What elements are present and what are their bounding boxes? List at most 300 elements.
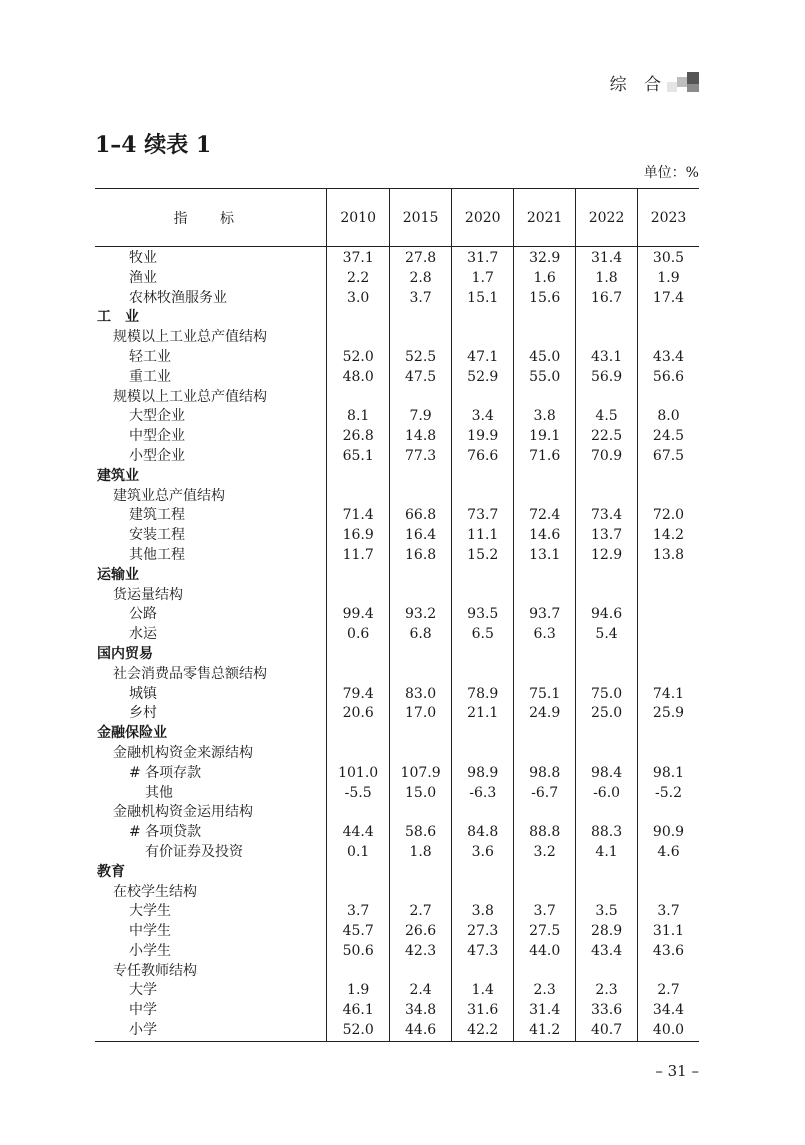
- table-cell: [389, 863, 451, 883]
- table-cell: [638, 665, 699, 685]
- table-cell: 19.9: [452, 427, 514, 447]
- table-cell: 33.6: [576, 1001, 638, 1021]
- table-cell: [576, 388, 638, 408]
- table-cell: 44.6: [389, 1021, 451, 1041]
- column-header: 2023: [638, 189, 699, 247]
- table-cell: [638, 308, 699, 328]
- row-label: # 各项贷款: [129, 824, 202, 841]
- table-cell: 43.4: [638, 348, 699, 368]
- table-cell: [327, 883, 389, 903]
- table-cell: 7.9: [389, 407, 451, 427]
- row-label: 其他工程: [129, 546, 185, 563]
- table-cell: [514, 665, 576, 685]
- table-cell: [327, 863, 389, 883]
- table-cell: [452, 863, 514, 883]
- row-label: 重工业: [129, 368, 171, 385]
- table-cell: [452, 328, 514, 348]
- table-cell: [452, 724, 514, 744]
- table-cell: 93.7: [514, 605, 576, 625]
- table-cell: 55.0: [514, 368, 576, 388]
- table-cell: [514, 586, 576, 606]
- row-label: 渔业: [129, 269, 157, 286]
- table-cell: 15.6: [514, 289, 576, 309]
- row-label: 建筑业总产值结构: [113, 487, 225, 504]
- table-cell: 2.7: [638, 981, 699, 1001]
- table-header-row: [95, 189, 699, 247]
- row-label: 建筑工程: [129, 507, 185, 524]
- row-label: 在校学生结构: [113, 883, 197, 900]
- table-cell: 3.7: [638, 902, 699, 922]
- row-label: 城镇: [129, 685, 157, 702]
- table-cell: [514, 645, 576, 665]
- table-cell: 66.8: [389, 506, 451, 526]
- table-cell: 20.6: [327, 704, 389, 724]
- table-cell: [452, 744, 514, 764]
- table-cell: [327, 308, 389, 328]
- table-cell: 45.7: [327, 922, 389, 942]
- row-label: 中学: [129, 1002, 157, 1019]
- table-cell: 15.0: [389, 784, 451, 804]
- unit-label: 单位：%: [643, 165, 699, 181]
- table-cell: 42.3: [389, 942, 451, 962]
- table-cell: [638, 724, 699, 744]
- table-cell: 41.2: [514, 1021, 576, 1041]
- table-cell: 3.8: [514, 407, 576, 427]
- table-cell: 94.6: [576, 605, 638, 625]
- table-row: [95, 922, 699, 942]
- table-cell: 22.5: [576, 427, 638, 447]
- row-label: 大型企业: [129, 408, 185, 425]
- table-cell: 73.4: [576, 506, 638, 526]
- table-cell: 72.4: [514, 506, 576, 526]
- row-label: # 各项存款: [129, 764, 202, 781]
- table-cell: [576, 883, 638, 903]
- table-row: [95, 784, 699, 804]
- row-label: 金融机构资金来源结构: [113, 744, 253, 761]
- table-cell: 3.6: [452, 843, 514, 863]
- table-row: [95, 863, 699, 883]
- table-cell: 4.6: [638, 843, 699, 863]
- table-cell: [638, 883, 699, 903]
- table-cell: 73.7: [452, 506, 514, 526]
- table-cell: 3.8: [452, 902, 514, 922]
- section-header: 综 合: [609, 75, 667, 95]
- table-row: [95, 902, 699, 922]
- table-row: [95, 348, 699, 368]
- table-row: [95, 962, 699, 982]
- table-cell: 14.8: [389, 427, 451, 447]
- table-cell: [327, 487, 389, 507]
- table-cell: -5.2: [638, 784, 699, 804]
- row-label: 安装工程: [129, 527, 185, 544]
- table-cell: 3.5: [576, 902, 638, 922]
- row-label: 中学生: [129, 923, 171, 940]
- row-label: 轻工业: [129, 348, 171, 365]
- table-cell: 43.6: [638, 942, 699, 962]
- table-cell: [327, 328, 389, 348]
- table-cell: [638, 328, 699, 348]
- table-cell: 31.1: [638, 922, 699, 942]
- table-cell: 4.5: [576, 407, 638, 427]
- table-cell: 31.7: [452, 247, 514, 269]
- table-cell: 42.2: [452, 1021, 514, 1041]
- row-label: 中型企业: [129, 428, 185, 445]
- table-row: [95, 685, 699, 705]
- table-cell: [576, 962, 638, 982]
- table-cell: [638, 645, 699, 665]
- table-cell: 32.9: [514, 247, 576, 269]
- table-cell: [327, 665, 389, 685]
- table-cell: 16.4: [389, 526, 451, 546]
- table-cell: 101.0: [327, 764, 389, 784]
- table-cell: 52.9: [452, 368, 514, 388]
- table-cell: 2.8: [389, 269, 451, 289]
- column-header: 指 标: [95, 189, 327, 247]
- table-cell: 26.8: [327, 427, 389, 447]
- table-cell: 37.1: [327, 247, 389, 269]
- table-cell: [452, 586, 514, 606]
- row-label: 金融机构资金运用结构: [113, 804, 253, 821]
- header-decoration-icon: [667, 72, 699, 92]
- row-label: 小型企业: [129, 447, 185, 464]
- table-cell: [452, 645, 514, 665]
- table-cell: [514, 566, 576, 586]
- table-cell: [389, 883, 451, 903]
- table-cell: [514, 883, 576, 903]
- table-cell: 8.0: [638, 407, 699, 427]
- table-cell: 3.7: [389, 289, 451, 309]
- table-cell: 6.8: [389, 625, 451, 645]
- column-header: 2021: [514, 189, 576, 247]
- table-cell: [514, 803, 576, 823]
- table-cell: 28.9: [576, 922, 638, 942]
- table-cell: 13.1: [514, 546, 576, 566]
- table-cell: 48.0: [327, 368, 389, 388]
- table-cell: [327, 645, 389, 665]
- table-cell: 47.1: [452, 348, 514, 368]
- table-cell: 71.4: [327, 506, 389, 526]
- table-row: [95, 506, 699, 526]
- row-label: 小学: [95, 1021, 327, 1041]
- table-cell: 88.8: [514, 823, 576, 843]
- table-cell: 12.9: [576, 546, 638, 566]
- table-cell: [576, 467, 638, 487]
- table-cell: 75.1: [514, 685, 576, 705]
- table-cell: 58.6: [389, 823, 451, 843]
- table-cell: 47.3: [452, 942, 514, 962]
- row-label: 工 业: [97, 309, 139, 326]
- table-cell: [389, 388, 451, 408]
- row-label: 农林牧渔服务业: [129, 289, 227, 306]
- table-cell: 50.6: [327, 942, 389, 962]
- table-row: [95, 1021, 699, 1041]
- table-cell: 2.2: [327, 269, 389, 289]
- table-cell: [576, 586, 638, 606]
- table-row: [95, 764, 699, 784]
- table-cell: 65.1: [327, 447, 389, 467]
- table-row: [95, 308, 699, 328]
- table-row: [95, 427, 699, 447]
- table-cell: 40.0: [638, 1021, 699, 1041]
- table-cell: 17.0: [389, 704, 451, 724]
- table-cell: [514, 308, 576, 328]
- table-cell: -5.5: [327, 784, 389, 804]
- row-label: 小学生: [129, 942, 171, 959]
- table-cell: 2.7: [389, 902, 451, 922]
- table-row: [95, 665, 699, 685]
- table-cell: 11.1: [452, 526, 514, 546]
- table-cell: [638, 744, 699, 764]
- table-cell: 98.1: [638, 764, 699, 784]
- table-cell: 3.7: [514, 902, 576, 922]
- table-cell: [389, 744, 451, 764]
- table-cell: 67.5: [638, 447, 699, 467]
- table-row: [95, 328, 699, 348]
- row-label: 规模以上工业总产值结构: [113, 329, 267, 346]
- table-cell: 34.8: [389, 1001, 451, 1021]
- table-cell: [576, 863, 638, 883]
- table-row: [95, 526, 699, 546]
- table-cell: 1.6: [514, 269, 576, 289]
- table-cell: 74.1: [638, 685, 699, 705]
- table-cell: 77.3: [389, 447, 451, 467]
- table-cell: 52.0: [327, 348, 389, 368]
- table-cell: [452, 803, 514, 823]
- table-cell: 83.0: [389, 685, 451, 705]
- table-cell: [452, 665, 514, 685]
- row-label: 金融保险业: [97, 725, 167, 742]
- table-cell: [452, 962, 514, 982]
- table-cell: [452, 883, 514, 903]
- table-cell: [576, 328, 638, 348]
- table-row: [95, 942, 699, 962]
- table-cell: [638, 467, 699, 487]
- table-cell: 3.7: [327, 902, 389, 922]
- table-cell: [389, 308, 451, 328]
- table-cell: [514, 724, 576, 744]
- table-cell: 2.3: [514, 981, 576, 1001]
- table-row: [95, 1001, 699, 1021]
- row-label: 牧业: [129, 250, 157, 266]
- row-label: 水运: [129, 626, 157, 643]
- table-cell: [389, 586, 451, 606]
- table-cell: 27.5: [514, 922, 576, 942]
- table-cell: [638, 566, 699, 586]
- table-cell: 4.1: [576, 843, 638, 863]
- table-cell: [327, 724, 389, 744]
- table-row: [95, 981, 699, 1001]
- table-cell: [327, 388, 389, 408]
- table-cell: 93.5: [452, 605, 514, 625]
- table-cell: 45.0: [514, 348, 576, 368]
- table-cell: 90.9: [638, 823, 699, 843]
- table-row: [95, 546, 699, 566]
- row-label: 公路: [129, 606, 157, 623]
- table-cell: 8.1: [327, 407, 389, 427]
- table-cell: [638, 487, 699, 507]
- table-cell: [576, 645, 638, 665]
- table-cell: [452, 388, 514, 408]
- table-cell: [389, 328, 451, 348]
- table-cell: 27.8: [389, 247, 451, 269]
- table-cell: [389, 467, 451, 487]
- row-label: 有价证券及投资: [145, 843, 243, 860]
- table-cell: 5.4: [576, 625, 638, 645]
- table-cell: 40.7: [576, 1021, 638, 1041]
- table-cell: 1.8: [389, 843, 451, 863]
- table-cell: 13.8: [638, 546, 699, 566]
- table-cell: [452, 467, 514, 487]
- table-cell: 52.5: [389, 348, 451, 368]
- table-cell: 16.7: [576, 289, 638, 309]
- column-header: 2020: [452, 189, 514, 247]
- table-cell: 11.7: [327, 546, 389, 566]
- table-cell: [452, 308, 514, 328]
- table-cell: [638, 586, 699, 606]
- table-cell: [576, 724, 638, 744]
- table-cell: [389, 803, 451, 823]
- table-cell: [514, 962, 576, 982]
- table-cell: [327, 467, 389, 487]
- table-cell: 72.0: [638, 506, 699, 526]
- table-cell: 31.6: [452, 1001, 514, 1021]
- table-cell: [389, 724, 451, 744]
- table-row: [95, 388, 699, 408]
- table-cell: 76.6: [452, 447, 514, 467]
- table-cell: [576, 566, 638, 586]
- table-row: [95, 645, 699, 665]
- table-cell: [638, 605, 699, 625]
- table-row: [95, 407, 699, 427]
- table-cell: 88.3: [576, 823, 638, 843]
- table-row: [95, 467, 699, 487]
- table-cell: 3.2: [514, 843, 576, 863]
- table-cell: [514, 744, 576, 764]
- table-cell: [327, 744, 389, 764]
- row-label: 运输业: [97, 566, 139, 583]
- table-cell: 31.4: [576, 247, 638, 269]
- table-cell: 75.0: [576, 685, 638, 705]
- table-cell: [514, 487, 576, 507]
- table-cell: 14.2: [638, 526, 699, 546]
- table-row: [95, 625, 699, 645]
- table-row: [95, 586, 699, 606]
- table-cell: [638, 863, 699, 883]
- table-cell: [576, 487, 638, 507]
- table-cell: 6.3: [514, 625, 576, 645]
- table-title: 1–4 续表 1: [95, 132, 212, 158]
- row-label: 其他: [145, 784, 173, 801]
- table-row: [95, 605, 699, 625]
- table-cell: 98.8: [514, 764, 576, 784]
- table-cell: [389, 665, 451, 685]
- table-cell: 19.1: [514, 427, 576, 447]
- row-label: 规模以上工业总产值结构: [113, 388, 267, 405]
- table-cell: 3.0: [327, 289, 389, 309]
- column-header: 2022: [576, 189, 638, 247]
- table-cell: 26.6: [389, 922, 451, 942]
- table-row: [95, 883, 699, 903]
- table-cell: [514, 388, 576, 408]
- table-cell: 43.4: [576, 942, 638, 962]
- table-cell: [576, 665, 638, 685]
- table-cell: [327, 586, 389, 606]
- table-cell: 24.5: [638, 427, 699, 447]
- page-number: – 31 –: [655, 1062, 699, 1080]
- table-row: [95, 724, 699, 744]
- table-cell: [638, 625, 699, 645]
- table-cell: 25.9: [638, 704, 699, 724]
- table-cell: 44.4: [327, 823, 389, 843]
- table-cell: 52.0: [327, 1021, 389, 1041]
- table-row: [95, 823, 699, 843]
- table-row: [95, 843, 699, 863]
- table-cell: 16.9: [327, 526, 389, 546]
- table-cell: 34.4: [638, 1001, 699, 1021]
- table-cell: 25.0: [576, 704, 638, 724]
- table-cell: 13.7: [576, 526, 638, 546]
- table-cell: [638, 962, 699, 982]
- row-label: 专任教师结构: [113, 962, 197, 979]
- table-cell: [327, 962, 389, 982]
- table-cell: 71.6: [514, 447, 576, 467]
- table-row: [95, 247, 699, 269]
- row-label: 教育: [97, 863, 125, 880]
- table-cell: [514, 328, 576, 348]
- table-cell: 47.5: [389, 368, 451, 388]
- table-cell: [638, 803, 699, 823]
- table-cell: 1.7: [452, 269, 514, 289]
- table-cell: 15.1: [452, 289, 514, 309]
- row-label: 货运量结构: [113, 586, 183, 603]
- table-cell: 27.3: [452, 922, 514, 942]
- table-row: [95, 803, 699, 823]
- table-cell: 1.9: [638, 269, 699, 289]
- table-cell: 31.4: [514, 1001, 576, 1021]
- table-cell: 1.9: [327, 981, 389, 1001]
- table-cell: 2.3: [576, 981, 638, 1001]
- table-cell: 78.9: [452, 685, 514, 705]
- table-cell: 15.2: [452, 546, 514, 566]
- row-label: 大学生: [129, 903, 171, 920]
- table-cell: [514, 863, 576, 883]
- table-row: [95, 704, 699, 724]
- table-cell: [638, 388, 699, 408]
- table-cell: 70.9: [576, 447, 638, 467]
- table-cell: 16.8: [389, 546, 451, 566]
- table-cell: 56.9: [576, 368, 638, 388]
- table-cell: 21.1: [452, 704, 514, 724]
- table-cell: [327, 566, 389, 586]
- table-cell: [576, 308, 638, 328]
- table-cell: 93.2: [389, 605, 451, 625]
- table-cell: 43.1: [576, 348, 638, 368]
- row-label: 建筑业: [97, 467, 139, 484]
- table-row: [95, 744, 699, 764]
- row-label: 乡村: [129, 705, 157, 722]
- table-row: [95, 447, 699, 467]
- table-cell: [389, 645, 451, 665]
- column-header: 2010: [327, 189, 389, 247]
- table-cell: 84.8: [452, 823, 514, 843]
- table-cell: [452, 487, 514, 507]
- table-cell: 46.1: [327, 1001, 389, 1021]
- table-cell: [389, 566, 451, 586]
- table-cell: [576, 803, 638, 823]
- table-row: [95, 566, 699, 586]
- table-row: [95, 269, 699, 289]
- row-label: 国内贸易: [97, 645, 153, 662]
